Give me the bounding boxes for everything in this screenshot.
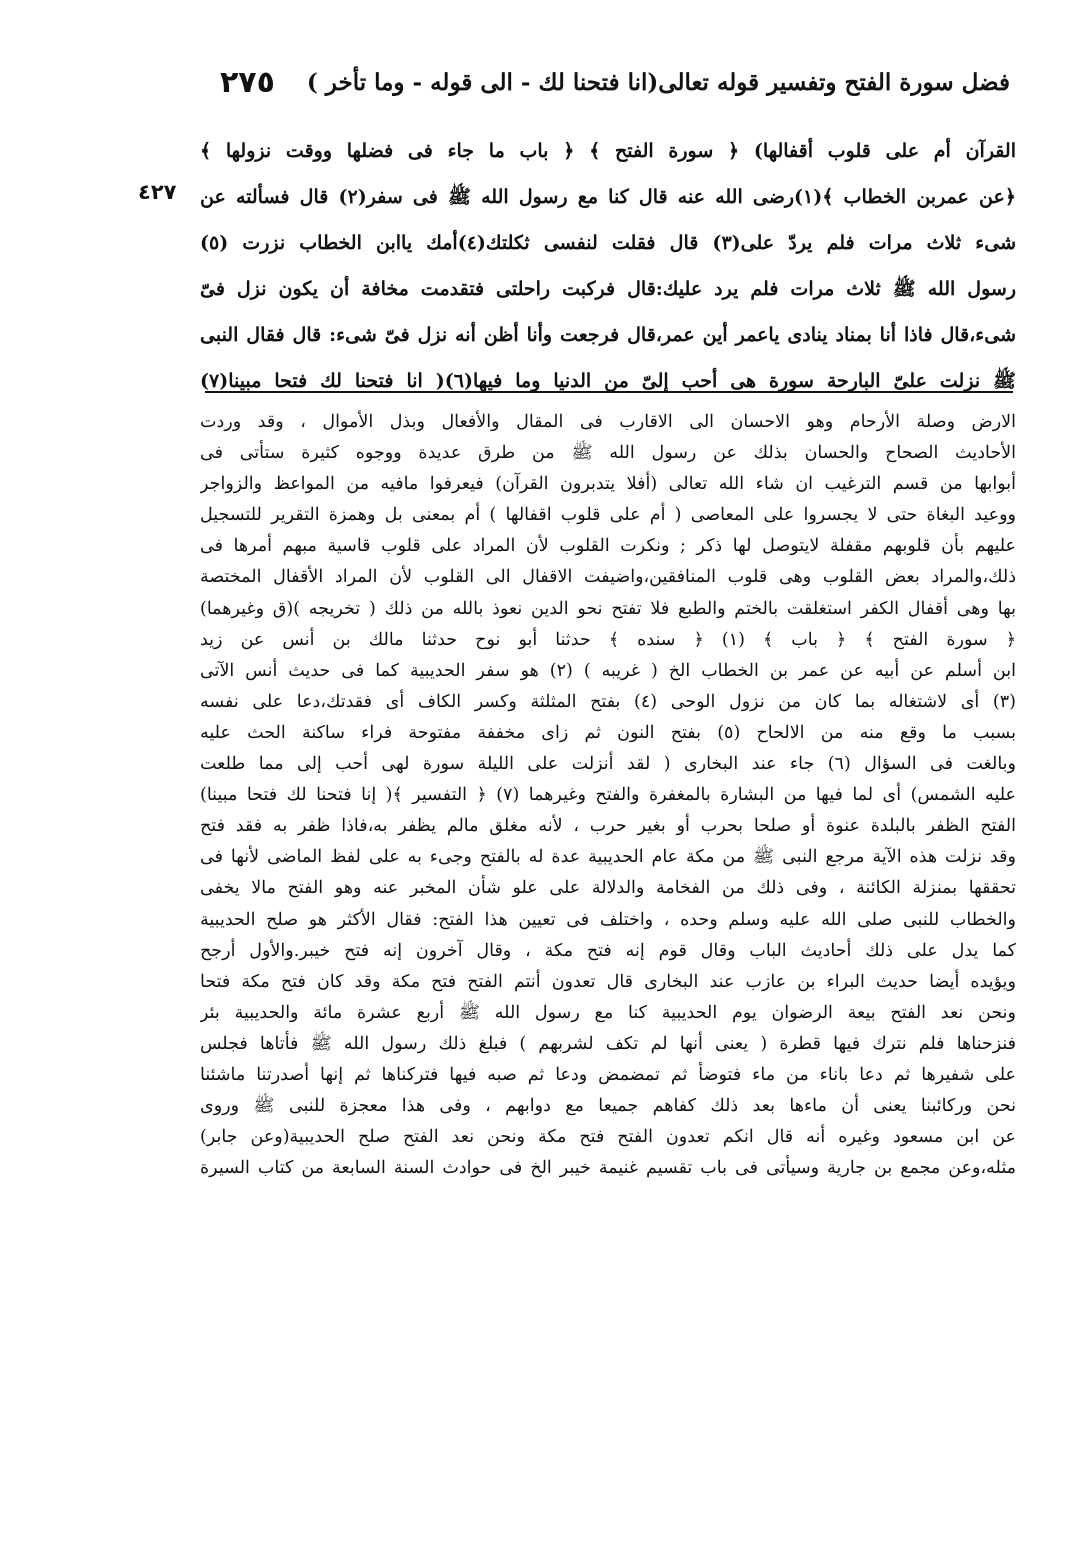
commentary-line: ذلك،والمراد بعض القلوب وهى قلوب المنافقين،واضيفت الاقفال الى القلوب لأن المراد الأقفال المختصة: [200, 567, 1016, 588]
commentary-line: الارض وصلة الأرحام وهو الاحسان الى الاقارب فى المقال والأفعال وبذل الأموال ، وقد وردت: [200, 412, 1016, 432]
commentary-line: فنزحناها فلم نترك فيها قطرة ( يعنى أنها لم تكف لشربهم ) فبلغ ذلك رسول الله ﷺ فأتاها فجلس: [200, 1033, 1016, 1054]
commentary-line: بسبب ما وقع منه من الالحاح (٥) بفتح النون ثم زاى مخففة مفتوحة فراء ساكنة الحث عليه: [200, 722, 1016, 743]
commentary-line: كما يدل على ذلك أحاديث الباب وقال قوم إنه فتح مكة ، وقال آخرون إنه فتح خيبر.والأول أرجح: [200, 940, 1016, 961]
commentary-text: [200, 407, 1016, 1184]
commentary-line: (٣) أى لاشتغاله بما كان من نزول الوحى (٤) بفتح المثلثة وكسر الكاف أى فقدتك،دعا على نفسه: [200, 691, 1016, 712]
hadith-line: ﷺ نزلت علىّ البارحة سورة هى أحب إلىّ من الدنيا وما فيها(٦)( انا فتحنا لك فتحا مبينا(٧): [200, 370, 1016, 392]
hadith-number: ٤٢٧: [138, 180, 177, 204]
commentary-line: الفتح الظفر بالبلدة عنوة أو صلحا بحرب أو بغير حرب ، لأنه مغلق مالم يظفر به،فاذا ظفر به فقد فتح: [200, 816, 1016, 837]
hadith-line: ﴿عن عمربن الخطاب ﴾(١)رضى الله عنه قال كنا مع رسول الله ﷺ فى سفر(٢) قال فسألته عن: [200, 186, 1016, 208]
commentary-line: ووعيد البغاة حتى لا يجسروا على المعاصى ( أم على قلوب اقفالها ) أم بمعنى بل وهمزة التقرير للتسجيل: [200, 505, 1016, 526]
commentary-line: وقد نزلت هذه الآية مرجع النبى ﷺ من مكة عام الحديبية عدة له بالفتح وجىء به على لفظ الماضى لأنها فى: [200, 847, 1016, 868]
hadith-line: رسول الله ﷺ ثلاث مرات فلم يرد عليك:قال فركبت راحلتى فتقدمت مخافة أن يكون نزل فىّ: [200, 278, 1016, 300]
commentary-line: وبالغت فى السؤال (٦) جاء عند البخارى ( لقد أنزلت على الليلة سورة لهى أحب إلى مما طلعت: [200, 754, 1016, 775]
commentary-line: والخطاب للنبى صلى الله عليه وسلم وحده ، واختلف فى تعيين هذا الفتح: فقال الأكثر هو صلح الحديبية: [200, 909, 1016, 930]
commentary-line: ويؤيده أيضا حديث البراء بن عازب عند البخارى قال تعدون أنتم الفتح فتح مكة وقد كان فتح مكة فتحا: [200, 971, 1016, 992]
commentary-line: ﴿ سورة الفتح ﴾ ﴿ باب ﴾ (١) ﴿ سنده ﴾ حدثنا أبو نوح حدثنا مالك بن أنس عن زيد: [200, 629, 1016, 650]
commentary-line: على شفيرها ثم دعا باناء من ماء فتوضأ ثم تمضمض ودعا ثم صبه فيها فتركناها ثم إنها أصدرتنا ماشئنا: [200, 1064, 1016, 1085]
hadith-text: [200, 128, 1016, 404]
hadith-line: شىء ثلاث مرات فلم يردّ على(٣) قال فقلت لنفسى ثكلتك(٤)أمك ياابن الخطاب نزرت (٥): [200, 232, 1016, 254]
commentary-line: مثله،وعن مجمع بن جارية وسيأتى فى باب تقسيم غنيمة خيبر الخ فى حوادث السنة السابعة من كتاب السيرة: [200, 1158, 1016, 1179]
commentary-line: تحققها بمنزلة الكائنة ، وفى ذلك من الفخامة والدلالة على علو شأن المخبر عنه وهو الفتح مالا يخفى: [200, 878, 1016, 899]
commentary-line: نحن وركائبنا يعنى أن ماءها بعد ذلك كفاهم جميعا مع دوابهم ، وفى هذا معجزة للنبى ﷺ وروى: [200, 1096, 1016, 1117]
commentary-line: أبوابها من قسم الترغيب ان شاء الله تعالى (أفلا يتدبرون القرآن) فيعرفوا مافيه من المواعظ والزواجر: [200, 474, 1016, 495]
commentary-line: الأحاديث الصحاح والحسان بذلك عن رسول الله ﷺ من طرق عديدة ووجوه كثيرة ستأتى فى: [200, 443, 1016, 464]
commentary-line: بها وهى أقفال الكفر استغلقت بالختم والطبع فلا تفتح نحو الدين نعوذ بالله من ذلك ( تخريجه )(ق وغيرهما): [200, 598, 1016, 619]
commentary-line: عن ابن مسعود وغيره أنه قال انكم تعدون الفتح فتح مكة ونحن نعد الفتح صلح الحديبية(وعن جابر): [200, 1127, 1016, 1148]
section-divider: [205, 391, 1013, 393]
page-number: ٢٧٥: [220, 64, 275, 100]
commentary-line: عليه الشمس) أى لما فيها من البشارة بالمغفرة والفتح وغيرهما (٧) ﴿ التفسير ﴾( إنا فتحنا لك فتحا مبينا): [200, 785, 1016, 806]
commentary-line: عليهم بأن قلوبهم مقفلة لايتوصل لها ذكر ; ونكرت القلوب لأن المراد على قلوب قاسية مبهم أمرها فى: [200, 536, 1016, 557]
commentary-line: ابن أسلم عن أبيه عن عمر بن الخطاب الخ ( غريبه ) (٢) هو سفر الحديبية كما فى حديث أنس الآتى: [200, 660, 1016, 681]
page-header: [220, 62, 1010, 102]
commentary-line: ونحن نعد الفتح بيعة الرضوان يوم الحديبية كنا مع رسول الله ﷺ أربع عشرة مائة والحديبية بئر: [200, 1002, 1016, 1023]
hadith-line: شىء،قال فاذا أنا بمناد ينادى ياعمر أين عمر،قال فرجعت وأنا أظن أنه نزل فىّ شىء: قال فقال النبى: [200, 324, 1016, 346]
hadith-line: القرآن أم على قلوب أقفالها) ﴿ سورة الفتح ﴾ ﴿ باب ما جاء فى فضلها ووقت نزولها ﴾: [200, 140, 1016, 162]
running-title: فضل سورة الفتح وتفسير قوله تعالى(انا فتحنا لك - الى قوله - وما تأخر ): [306, 68, 1010, 96]
